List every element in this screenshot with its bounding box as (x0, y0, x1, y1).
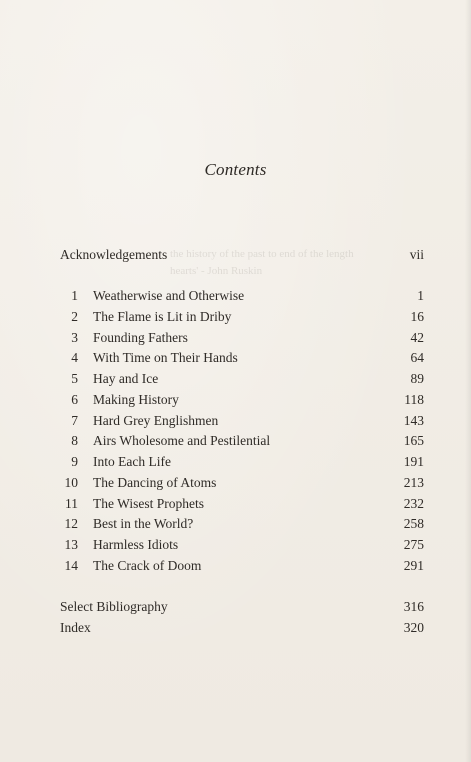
chapter-number: 6 (71, 392, 78, 407)
chapter-number: 4 (71, 350, 78, 365)
chapter-page: 89 (410, 371, 424, 386)
chapter-number: 3 (71, 330, 78, 345)
page-title: Contents (204, 160, 267, 179)
toc-chapter-row[interactable] (60, 432, 424, 450)
toc-entry-acknowledgements[interactable] (60, 246, 424, 264)
chapter-page: 64 (410, 350, 424, 365)
toc-entry-label: Select Bibliography (60, 599, 168, 614)
toc-chapter-row[interactable] (60, 391, 424, 409)
chapter-title: Best in the World? (93, 516, 194, 531)
chapter-title: Harmless Idiots (93, 537, 179, 552)
chapter-page: 258 (403, 516, 424, 531)
show-through-line: hearts' - John Ruskin (170, 265, 263, 277)
toc-entry-label: Acknowledgements (60, 247, 168, 262)
chapter-number: 1 (71, 288, 78, 303)
chapter-number: 14 (64, 558, 78, 573)
toc-entry-page: 316 (403, 599, 424, 614)
chapter-page: 213 (403, 475, 424, 490)
chapter-number: 2 (71, 309, 78, 324)
toc-entry-page: vii (409, 247, 424, 262)
chapter-number: 7 (71, 413, 78, 428)
page-edge-shadow (465, 0, 471, 762)
toc-chapter-row[interactable] (60, 474, 424, 492)
toc-chapter-row[interactable] (60, 329, 424, 347)
chapter-number: 5 (71, 371, 78, 386)
chapter-page: 191 (403, 454, 424, 469)
chapter-title: Into Each Life (93, 454, 171, 469)
chapter-page: 275 (403, 537, 424, 552)
chapter-title: The Dancing of Atoms (93, 475, 217, 490)
chapter-page: 1 (417, 288, 424, 303)
chapter-number: 11 (65, 496, 78, 511)
toc-entry-label: Index (60, 620, 91, 635)
toc-entry-bibliography[interactable] (60, 598, 424, 616)
toc-chapter-row[interactable] (60, 536, 424, 554)
toc-chapter-row[interactable] (60, 495, 424, 513)
chapter-title: Making History (93, 392, 179, 407)
chapter-page: 232 (403, 496, 424, 511)
chapter-title: Hard Grey Englishmen (93, 413, 219, 428)
chapter-title: The Wisest Prophets (93, 496, 204, 511)
toc-chapter-row[interactable] (60, 370, 424, 388)
chapter-page: 143 (403, 413, 424, 428)
chapter-title: Founding Fathers (93, 330, 188, 345)
chapter-title: The Crack of Doom (93, 558, 202, 573)
chapter-title: Weatherwise and Otherwise (93, 288, 245, 303)
toc-chapter-row[interactable] (60, 287, 424, 305)
toc-chapter-row[interactable] (60, 412, 424, 430)
chapter-title: With Time on Their Hands (93, 350, 238, 365)
show-through-line: the history of the past to end of the length (170, 248, 354, 260)
chapter-number: 10 (64, 475, 78, 490)
toc-chapter-row[interactable] (60, 349, 424, 367)
chapter-page: 291 (403, 558, 424, 573)
chapter-number: 8 (71, 433, 78, 448)
toc-chapter-row[interactable] (60, 453, 424, 471)
toc-entry-index[interactable] (60, 619, 424, 637)
chapter-page: 16 (410, 309, 424, 324)
chapter-page: 42 (410, 330, 424, 345)
chapter-number: 12 (64, 516, 78, 531)
chapter-page: 118 (404, 392, 424, 407)
chapter-number: 9 (71, 454, 78, 469)
toc-chapter-row[interactable] (60, 308, 424, 326)
chapter-title: The Flame is Lit in Driby (93, 309, 232, 324)
toc-entry-page: 320 (403, 620, 424, 635)
chapter-title: Hay and Ice (93, 371, 159, 386)
chapter-title: Airs Wholesome and Pestilential (93, 433, 271, 448)
chapter-number: 13 (64, 537, 78, 552)
chapter-page: 165 (403, 433, 424, 448)
toc-chapter-row[interactable] (60, 557, 424, 575)
toc-chapter-row[interactable] (60, 515, 424, 533)
